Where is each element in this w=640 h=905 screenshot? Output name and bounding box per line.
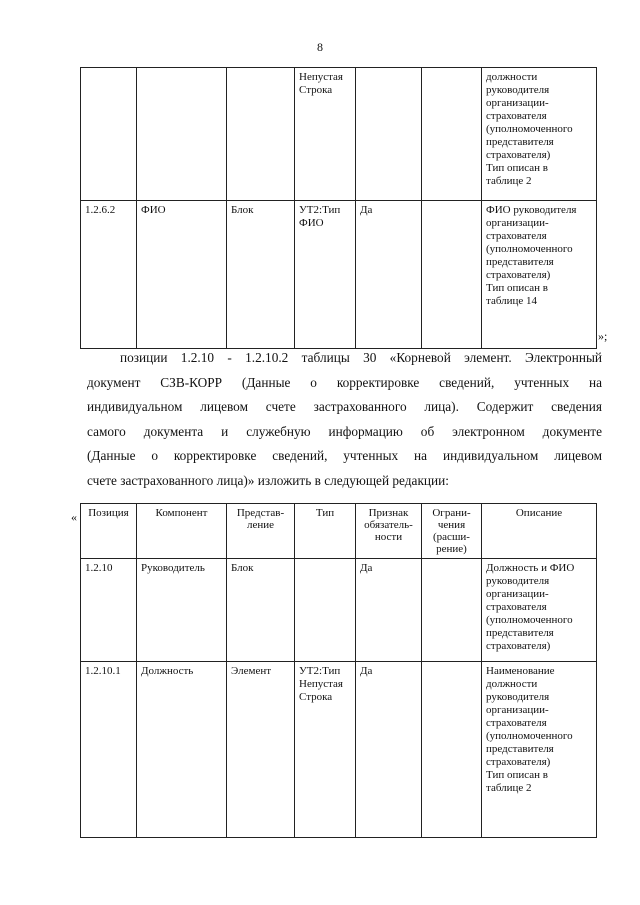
cell-component-text: Должность [141,665,194,677]
column-header-text: Описание [515,507,563,519]
cell-description-text: представителя [486,743,554,755]
cell-representation [227,559,295,662]
cell-type [295,559,356,662]
cell-type [295,662,356,838]
paragraph-line-text: самого документа и служебную информацию об электронном документе [87,423,602,439]
cell-description-text: Тип описан в [486,769,548,781]
cell-description-text: руководителя [486,84,550,96]
cell-required [356,662,422,838]
cell-description-text: организации- [486,217,549,229]
cell-position [81,559,137,662]
cell-description-text: (уполномоченного [486,614,573,626]
column-header-text: (расши- [433,531,470,543]
paragraph-line [87,395,602,420]
column-header-text: Тип [315,507,335,519]
cell-type-text: УТ2:Тип [299,204,341,216]
cell-position [81,662,137,838]
cell-representation [227,662,295,838]
header-row [81,504,597,559]
paragraph-line [87,444,602,469]
cell-required [356,201,422,349]
column-header [227,504,295,559]
cell-description [482,662,597,838]
cell-required-text: Да [360,665,373,677]
cell-description-text: организации- [486,588,549,600]
cell-position [81,68,137,201]
cell-component [137,68,227,201]
cell-description-text: страхователя [486,110,547,122]
paragraph-line-text: счете застрахованного лица)» изложить в следующей редакции: [87,472,449,488]
cell-limits [422,559,482,662]
cell-limits [422,201,482,349]
cell-description-text: ФИО руководителя [486,204,577,216]
column-header-text: Представ- [236,507,285,519]
cell-required-text: Да [360,562,373,574]
cell-representation [227,201,295,349]
cell-representation [227,68,295,201]
column-header [137,504,227,559]
cell-description-text: таблице 2 [486,175,532,187]
cell-description-text: Наименование [486,665,555,677]
cell-type-text: Непустая [299,678,343,690]
cell-type-text: Строка [299,84,333,96]
cell-description-text: представителя [486,627,554,639]
column-header-text: рение) [436,543,467,555]
paragraph-line-text: позиции 1.2.10 - 1.2.10.2 таблицы 30 «Корневой элемент. Электронный [120,350,602,365]
cell-description-text: страхователя [486,601,547,613]
cell-description-text: таблице 2 [486,782,532,794]
paragraph-line-text: (Данные о корректировке сведений, учтенных на индивидуальном лицевом [87,448,602,463]
cell-required-text: Да [360,204,373,216]
column-header [295,504,356,559]
column-header [422,504,482,559]
cell-description-text: Тип описан в [486,282,548,294]
paragraph-line [87,371,602,396]
cell-description-text: таблице 14 [486,295,538,307]
cell-type [295,201,356,349]
table-row [81,559,597,662]
table-row [81,662,597,838]
paragraph-line-text: документ СЗВ-КОРР (Данные о корректировке сведений, учтенных на [87,374,602,390]
column-header-text: ности [374,531,403,543]
cell-limits [422,68,482,201]
cell-description-text: Тип описан в [486,162,548,174]
cell-position-text: 1.2.10.1 [85,665,121,677]
cell-type-text: ФИО [299,217,324,229]
cell-description-text: страхователя [486,230,547,242]
page-number: 8 [317,40,323,54]
cell-description-text: (уполномоченного [486,243,573,255]
cell-description [482,201,597,349]
cell-representation-text: Элемент [231,665,272,677]
cell-description-text: представителя [486,136,554,148]
cell-description-text: страхователя) [486,149,551,161]
opening-quote: « [71,510,77,524]
cell-description [482,559,597,662]
cell-component [137,662,227,838]
cell-position-text: 1.2.6.2 [85,204,116,216]
cell-component [137,559,227,662]
table-row [81,201,597,349]
column-header-text: обязатель- [364,519,413,531]
cell-description-text: должности [486,678,538,690]
cell-description-text: страхователя) [486,756,551,768]
column-header-text: Компонент [155,507,208,519]
new-table [80,503,597,838]
column-header [81,504,137,559]
cell-component-text: ФИО [141,204,166,216]
column-header [356,504,422,559]
cell-description [482,68,597,201]
column-header-text: чения [437,519,466,531]
cell-limits [422,662,482,838]
cell-description-text: представителя [486,256,554,268]
cell-description-text: (уполномоченного [486,730,573,742]
cell-required [356,68,422,201]
cell-description-text: организации- [486,704,549,716]
cell-required [356,559,422,662]
cell-representation-text: Блок [231,204,254,216]
column-header-text: Признак [368,507,409,519]
cell-type-text: УТ2:Тип [299,665,341,677]
column-header-text: Ограни- [432,507,471,519]
cell-component-text: Руководитель [141,562,205,574]
cell-component [137,201,227,349]
cell-description-text: организации- [486,97,549,109]
cell-description-text: страхователя [486,717,547,729]
paragraph-line-text: индивидуальном лицевом счете застрахованного лица). Содержит сведения [87,399,602,414]
cell-description-text: должности [486,71,538,83]
cell-description-text: Должность и ФИО [486,562,575,574]
cell-position-text: 1.2.10 [85,562,113,574]
cell-position [81,201,137,349]
paragraph-line [87,469,602,494]
cell-description-text: страхователя) [486,640,551,652]
cell-type-text: Строка [299,691,333,703]
column-header-text: Позиция [88,507,129,519]
cell-description-text: (уполномоченного [486,123,573,135]
paragraph-line [87,420,602,445]
paragraph-line [87,346,602,371]
cell-description-text: руководителя [486,691,550,703]
column-header [482,504,597,559]
cell-type [295,68,356,201]
cell-representation-text: Блок [231,562,254,574]
continuation-table [80,67,597,349]
cell-type-text: Непустая [299,71,343,83]
closing-quote: »; [598,329,608,343]
cell-description-text: руководителя [486,575,550,587]
column-header-text: ление [246,519,275,531]
cell-description-text: страхователя) [486,269,551,281]
table-row [81,68,597,201]
